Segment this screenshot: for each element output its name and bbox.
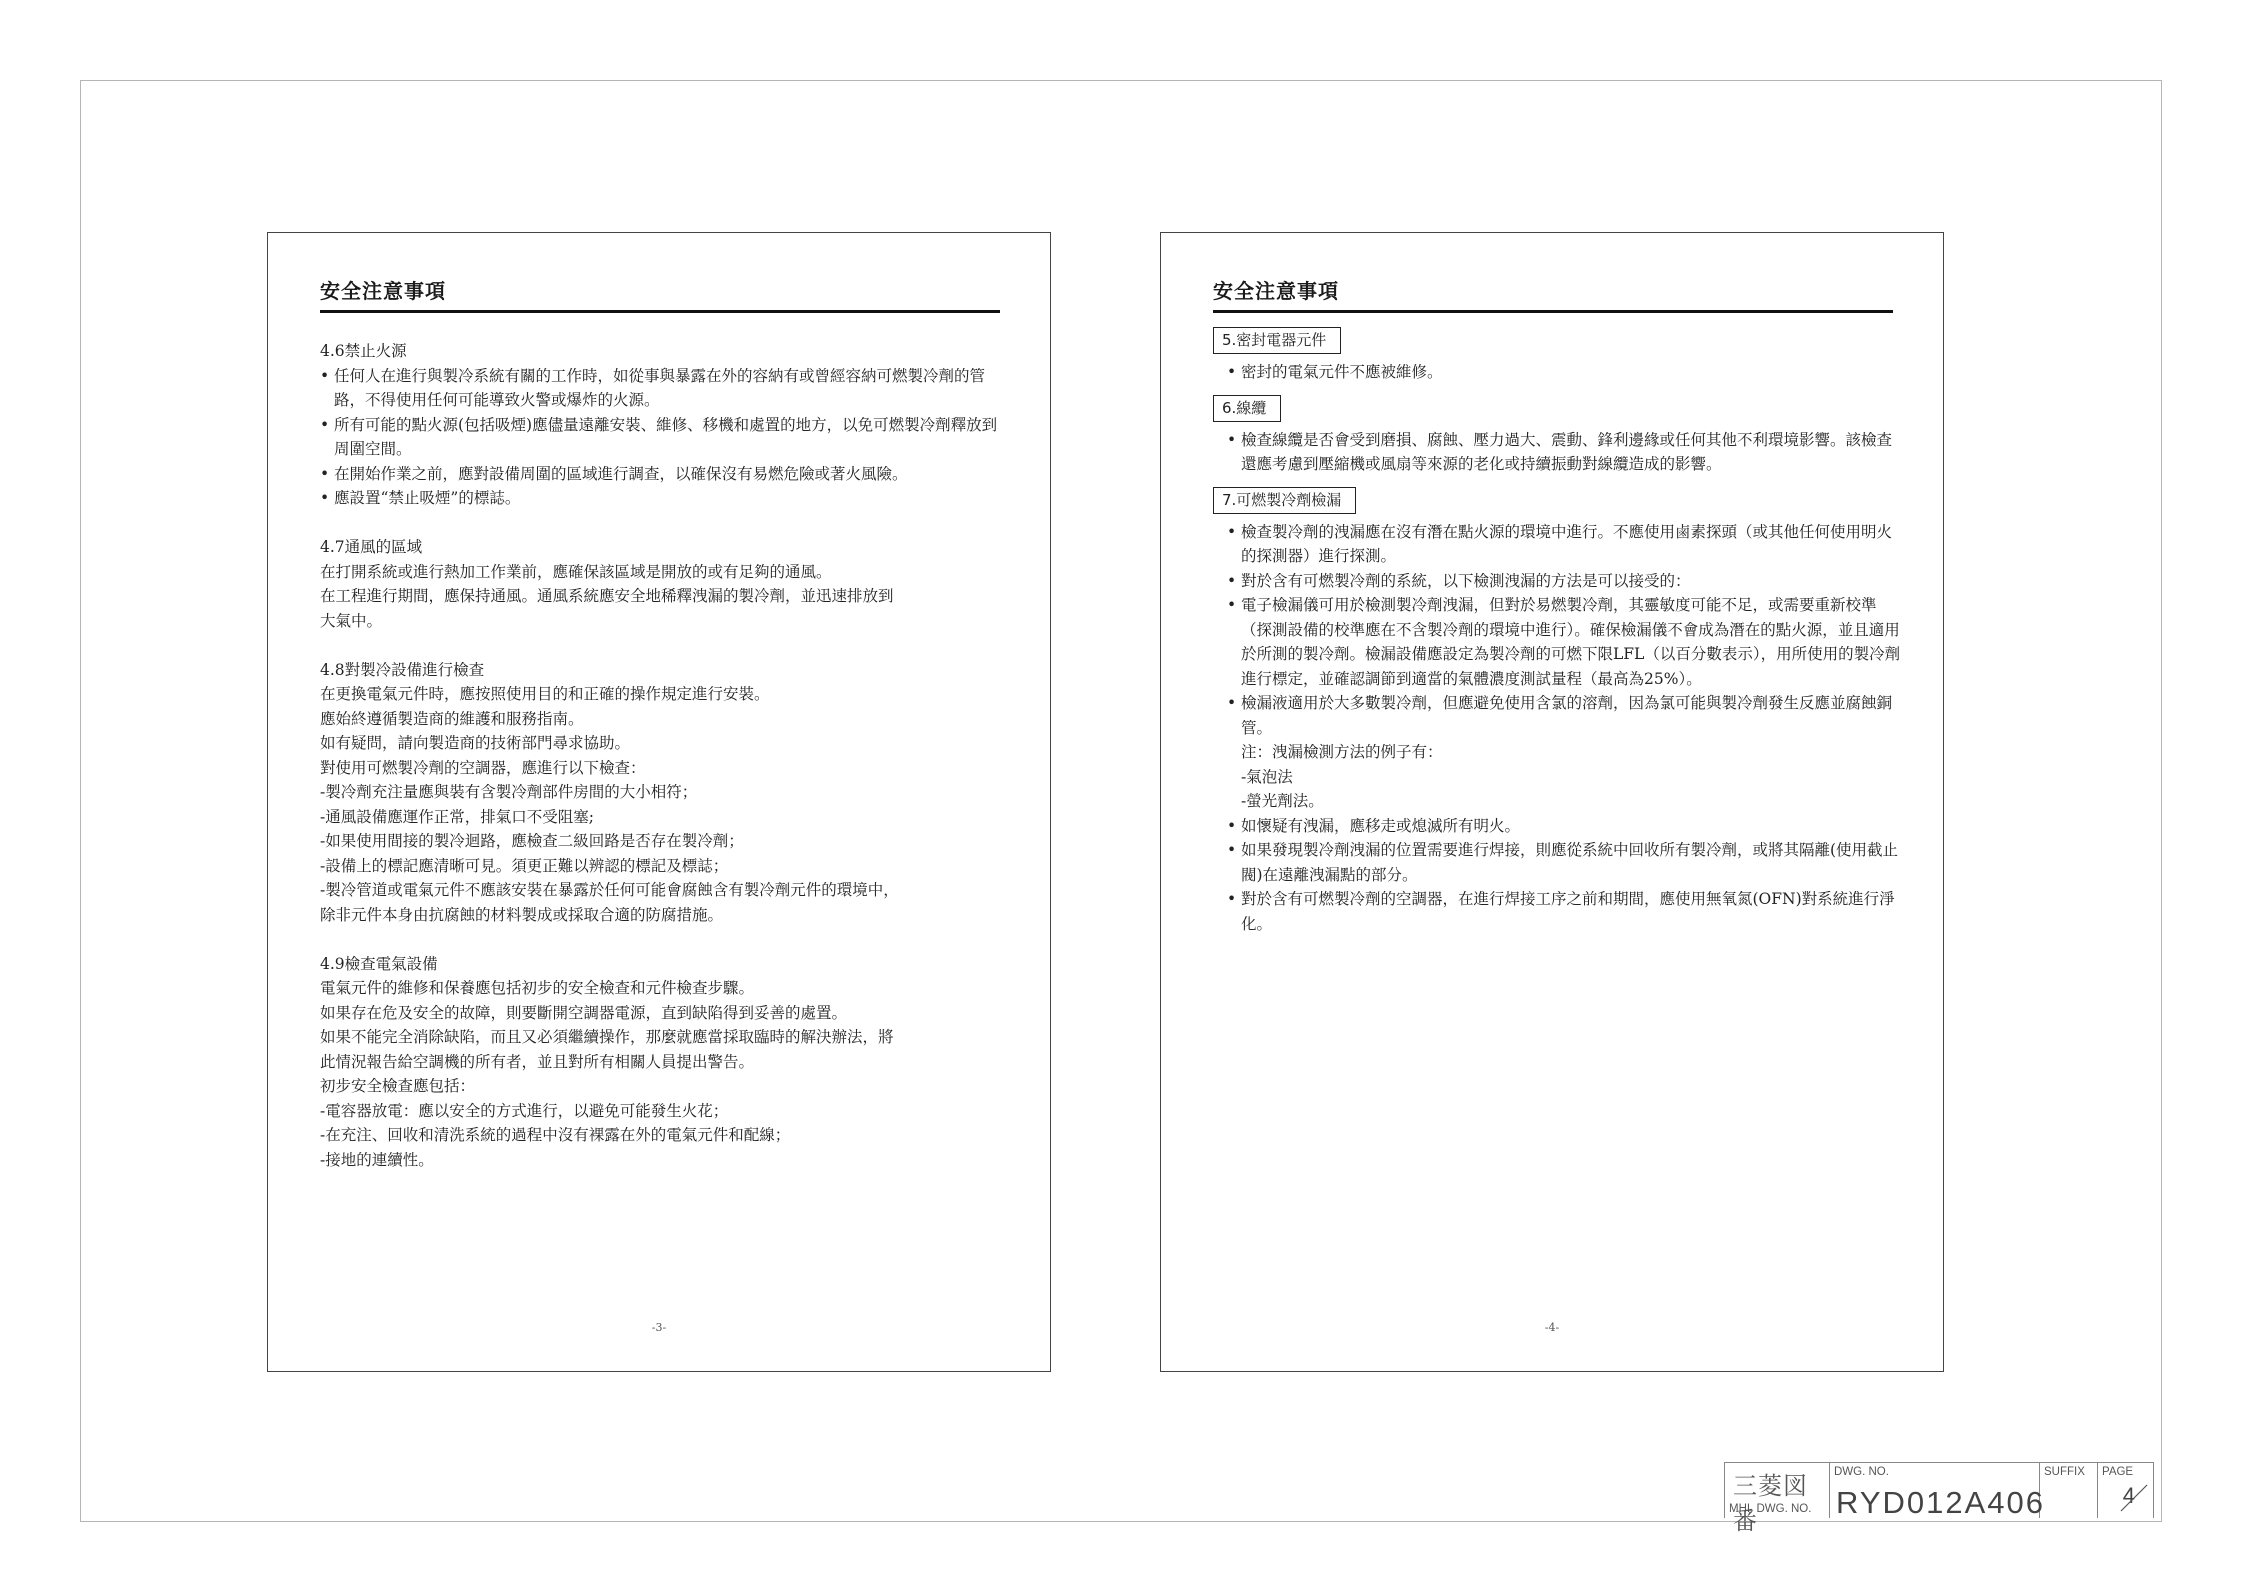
section-4-6 [320,339,1010,511]
text-line: -製冷管道或電氣元件不應該安裝在暴露於任何可能會腐蝕含有製冷劑元件的環境中， [320,881,899,899]
text-line: 如果存在危及安全的故障，則要斷開空調器電源，直到缺陷得到妥善的處置。 [320,1003,848,1022]
text-line: 初步安全檢查應包括： [320,1077,476,1095]
dwg-number-cell [1830,1463,2046,1520]
bullet-item: • 密封的電氣元件不應被維修。 [1227,360,1903,385]
suffix-label: SUFFIX [2044,1466,2085,1478]
company-drawing-label: 三菱図番 [1733,1472,1808,1535]
text-line: -設備上的標記應清晰可見。須更正難以辨認的標記及標誌； [320,856,729,875]
bullet-item: • 檢查線纜是否會受到磨損、腐蝕、壓力過大、震動、鋒利邊緣或任何其他不利環境影響。該檢查還應考慮到壓縮機或風扇等來源的老化或持續振動對線纜造成的影響。 [1227,428,1903,477]
boxed-section-heading: 5.密封電器元件 [1213,327,1341,354]
mhi-dwg-no-label: MHI. DWG. NO. [1729,1503,1812,1515]
bullet-item: • 對於含有可燃製冷劑的空調器，在進行焊接工序之前和期間，應使用無氧氮(OFN)對系統進行淨化。 [1227,887,1903,936]
section-heading: 4.7通風的區域 [320,538,423,556]
page-number: -4- [1544,1321,1560,1334]
page-value: 4 [2122,1483,2135,1508]
text-line: 在更換電氣元件時，應按照使用目的和正確的操作規定進行安裝。 [320,685,770,703]
text-line: 除非元件本身由抗腐蝕的材料製成或採取合適的防腐措施。 [320,905,724,924]
note-line: 注：洩漏檢測方法的例子有： [1241,743,1443,761]
bullet-item: • 對於含有可燃製冷劑的系統，以下檢測洩漏的方法是可以接受的： [1227,569,1903,594]
page-label: PAGE [2102,1466,2134,1478]
text-line: -如果使用間接的製冷迴路，應檢查二級回路是否存在製冷劑； [320,832,744,850]
text-line: 此情況報告給空調機的所有者，並且對所有相關人員提出警告。 [320,1052,755,1071]
dwg-no-label: DWG. NO. [1834,1466,1889,1478]
section-6 [1213,395,1903,477]
text-line: -在充注、回收和清洗系統的過程中沒有裸露在外的電氣元件和配線； [320,1126,791,1144]
boxed-section-heading: 6.線纜 [1213,395,1281,422]
text-line: -製冷劑充注量應與裝有含製冷劑部件房間的大小相符； [320,783,698,801]
slash-mark-icon [2119,1483,2149,1513]
bullet-item: • 應設置“禁止吸煙”的標誌。 [320,486,1010,511]
section-4-7 [320,535,1010,633]
document-page-3 [267,232,1051,1372]
bullet-item: • 任何人在進行與製冷系統有關的工作時，如從事與暴露在外的容納有或曾經容納可燃製冷劑的管路，不得使用任何可能導致火警或爆炸的火源。 [320,364,1010,413]
text-line: 如有疑問，請向製造商的技術部門尋求協助。 [320,734,631,752]
bullet-item: • 如懷疑有洩漏，應移走或熄滅所有明火。 [1227,814,1903,839]
text-line: -通風設備應運作正常，排氣口不受阻塞; [320,807,594,826]
page-number: -3- [651,1321,667,1334]
section-4-8 [320,658,1010,928]
bullet-item: • 所有可能的點火源(包括吸煙)應儘量遠離安裝、維修、移機和處置的地方，以免可燃製冷劑釋放到周圍空間。 [320,413,1010,462]
section-5 [1213,327,1903,385]
text-line: -接地的連續性。 [320,1150,434,1169]
page-cell [2098,1463,2154,1518]
dwg-number: RYD012A406 [1836,1485,2046,1520]
bullet-item: • 在開始作業之前，應對設備周圍的區域進行調查，以確保沒有易燃危險或著火風險。 [320,462,1010,487]
section-7 [1213,487,1903,937]
bullet-item: • 檢漏液適用於大多數製冷劑，但應避免使用含氯的溶劑，因為氯可能與製冷劑發生反應並腐蝕銅管。 [1227,691,1903,740]
text-line: 在工程進行期間，應保持通風。通風系統應安全地稀釋洩漏的製冷劑，並迅速排放到 [320,587,894,605]
bullet-item: • 檢查製冷劑的洩漏應在沒有潛在點火源的環境中進行。不應使用鹵素探頭（或其他任何使用明火的探測器）進行探測。 [1227,520,1903,569]
text-line: 應始終遵循製造商的維護和服務指南。 [320,709,584,728]
page-title: 安全注意事項 [320,275,1000,313]
section-heading: 4.6禁止火源 [320,342,407,360]
mhi-drawing-number-cell [1725,1463,1830,1535]
bullet-item: • 如果發現製冷劑洩漏的位置需要進行焊接，則應從系統中回收所有製冷劑，或將其隔離(使用截止閥)在遠離洩漏點的部分。 [1227,838,1903,887]
page-body [1213,327,1903,946]
section-4-9 [320,952,1010,1173]
text-line: 電氣元件的維修和保養應包括初步的安全檢查和元件檢查步驟。 [320,979,755,997]
page-title: 安全注意事項 [1213,275,1893,313]
note-line: -螢光劑法。 [1241,792,1324,810]
suffix-cell [2040,1463,2098,1518]
note-line: -氣泡法 [1241,767,1293,786]
text-line: 在打開系統或進行熱加工作業前，應確保該區域是開放的或有足夠的通風。 [320,562,832,581]
text-line: -電容器放電：應以安全的方式進行，以避免可能發生火花； [320,1101,729,1120]
document-page-4 [1160,232,1944,1372]
text-line: 如果不能完全消除缺陷，而且又必須繼續操作，那麼就應當採取臨時的解決辦法，將 [320,1028,894,1046]
text-line: 對使用可燃製冷劑的空調器，應進行以下檢查： [320,758,646,777]
section-heading: 4.8對製冷設備進行檢查 [320,660,485,679]
section-heading: 4.9檢查電氣設備 [320,954,438,973]
bullet-item: • 電子檢漏儀可用於檢測製冷劑洩漏，但對於易燃製冷劑，其靈敏度可能不足，或需要重新校準（探測設備的校準應在不含製冷劑的環境中進行）。確保檢漏儀不會成為潛在的點火源，並且適用於所測的製冷劑。檢漏設備應設定為製冷劑的可燃下限LFL（以百分數表示），用所使用的製冷劑進行標定，並確認調節到適當的氣體濃度測試量程（最高為25%）。 [1227,593,1903,691]
drawing-title-block [1724,1462,2154,1535]
page-body [320,339,1010,1197]
text-line: 大氣中。 [320,611,383,630]
boxed-section-heading: 7.可燃製冷劑檢漏 [1213,487,1356,514]
